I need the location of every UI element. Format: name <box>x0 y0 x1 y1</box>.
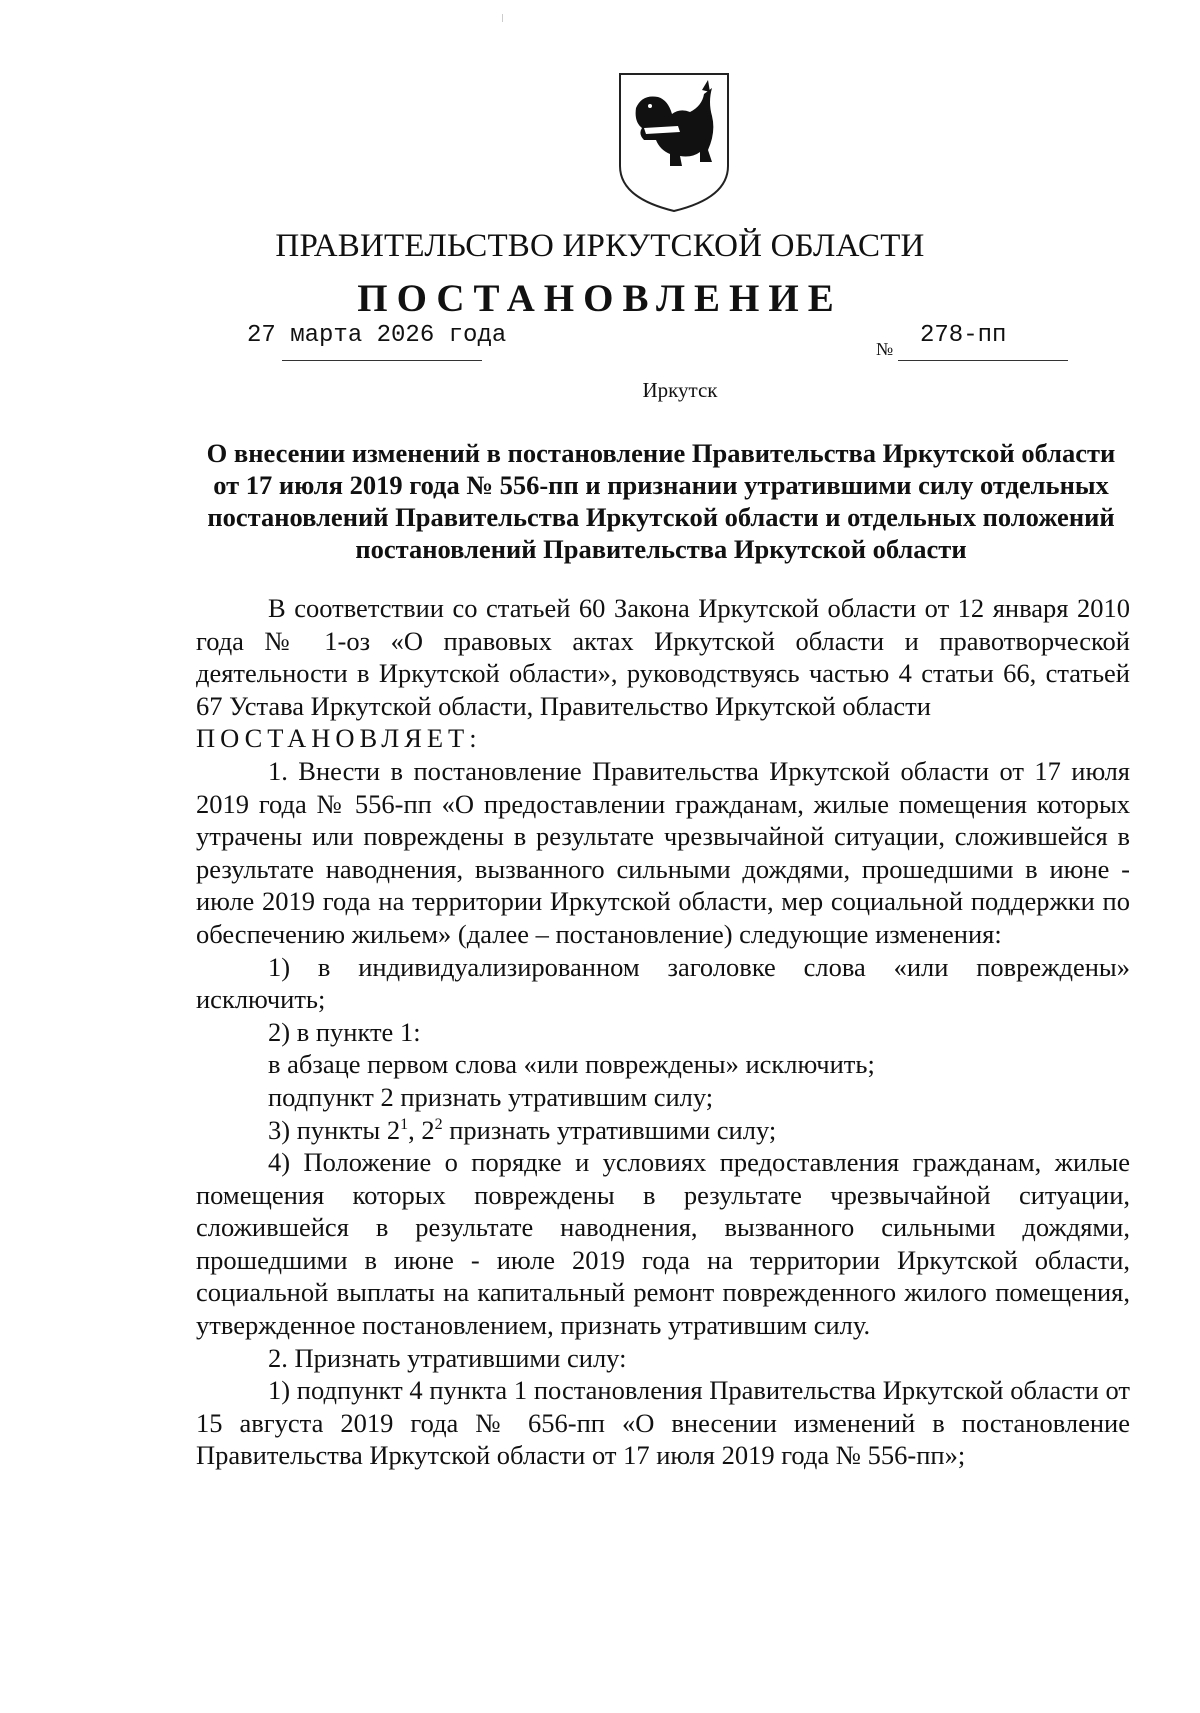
resolves-heading: ПОСТАНОВЛЯЕТ: <box>196 723 482 754</box>
paragraph-1-2a: в абзаце первом слова «или повреждены» исключить; <box>268 1049 875 1080</box>
number-sign: № <box>876 339 894 359</box>
paragraph-1-3-text-b: , 2 <box>408 1114 435 1145</box>
superscript-2: 2 <box>434 1115 443 1133</box>
document-title: О внесении изменений в постановление Правительства Иркутской области от 17 июля 2019 года № 556-пп и признании утратившими силу отдельных постановлений Правительства Иркутской области и отдельных положений постановлений Правительства Иркутской области <box>206 438 1116 564</box>
number-underline <box>898 360 1068 361</box>
coat-of-arms-emblem <box>616 70 732 215</box>
document-body <box>196 592 1130 1472</box>
paragraph-1-3-text-c: признать утратившими силу; <box>442 1114 777 1145</box>
city: Иркутск <box>642 378 718 402</box>
document-type: ПОСТАНОВЛЕНИЕ <box>357 277 843 320</box>
superscript-1: 1 <box>400 1115 409 1133</box>
paragraph-1-2b: подпункт 2 признать утратившим силу; <box>268 1081 714 1112</box>
paragraph-2-1: 1) подпункт 4 пункта 1 постановления Правительства Иркутской области от 15 августа 2019 года № 656-пп «О внесении изменений в постановление Правительства Иркутской области от 17 июля 2019 года № 556-пп»; <box>196 1375 1130 1471</box>
paragraph-1-4: 4) Положение о порядке и условиях предоставления гражданам, жилые помещения которых повреждены в результате чрезвычайной ситуации, сложившейся в результате наводнения, вызванного сильными дождями, прошедшими в июне - июле 2019 года на территории Иркутской области, социальной выплаты на капитальный ремонт поврежденного жилого помещения, утвержденное постановлением, признать утратившим силу. <box>196 1147 1130 1341</box>
paragraph-1-3-text-a: 3) пункты 2 <box>268 1114 401 1145</box>
scan-mark <box>502 14 503 22</box>
government-name: ПРАВИТЕЛЬСТВО ИРКУТСКОЙ ОБЛАСТИ <box>275 228 925 264</box>
paragraph-1-3 <box>196 1114 1130 1147</box>
paragraph-1-1: 1) в индивидуализированном заголовке слова «или повреждены» исключить; <box>196 951 1130 1015</box>
document-date: 27 марта 2026 года <box>247 322 507 349</box>
paragraph-1: 1. Внести в постановление Правительства Иркутской области от 17 июля 2019 года № 556-пп «О предоставлении гражданам, жилые помещения которых утрачены или повреждены в результате чрезвычайной ситуации, сложившейся в результате наводнения, вызванного сильными дождями, прошедшими в июне - июле 2019 года на территории Иркутской области, мер социальной поддержки по обеспечению жильем» (далее – постановление) следующие изменения: <box>196 755 1130 949</box>
date-underline <box>282 360 482 361</box>
paragraph-2: 2. Признать утратившими силу: <box>268 1342 627 1373</box>
paragraph-1-2: 2) в пункте 1: <box>268 1016 421 1047</box>
preamble: В соответствии со статьей 60 Закона Иркутской области от 12 января 2010 года № 1-оз «О правовых актах Иркутской области и правотворческой деятельности в Иркутской области», руководствуясь частью 4 статьи 66, статьей 67 Устава Иркутской области, Правительство Иркутской области <box>196 593 1130 721</box>
document-number: 278-пп <box>920 322 1007 349</box>
